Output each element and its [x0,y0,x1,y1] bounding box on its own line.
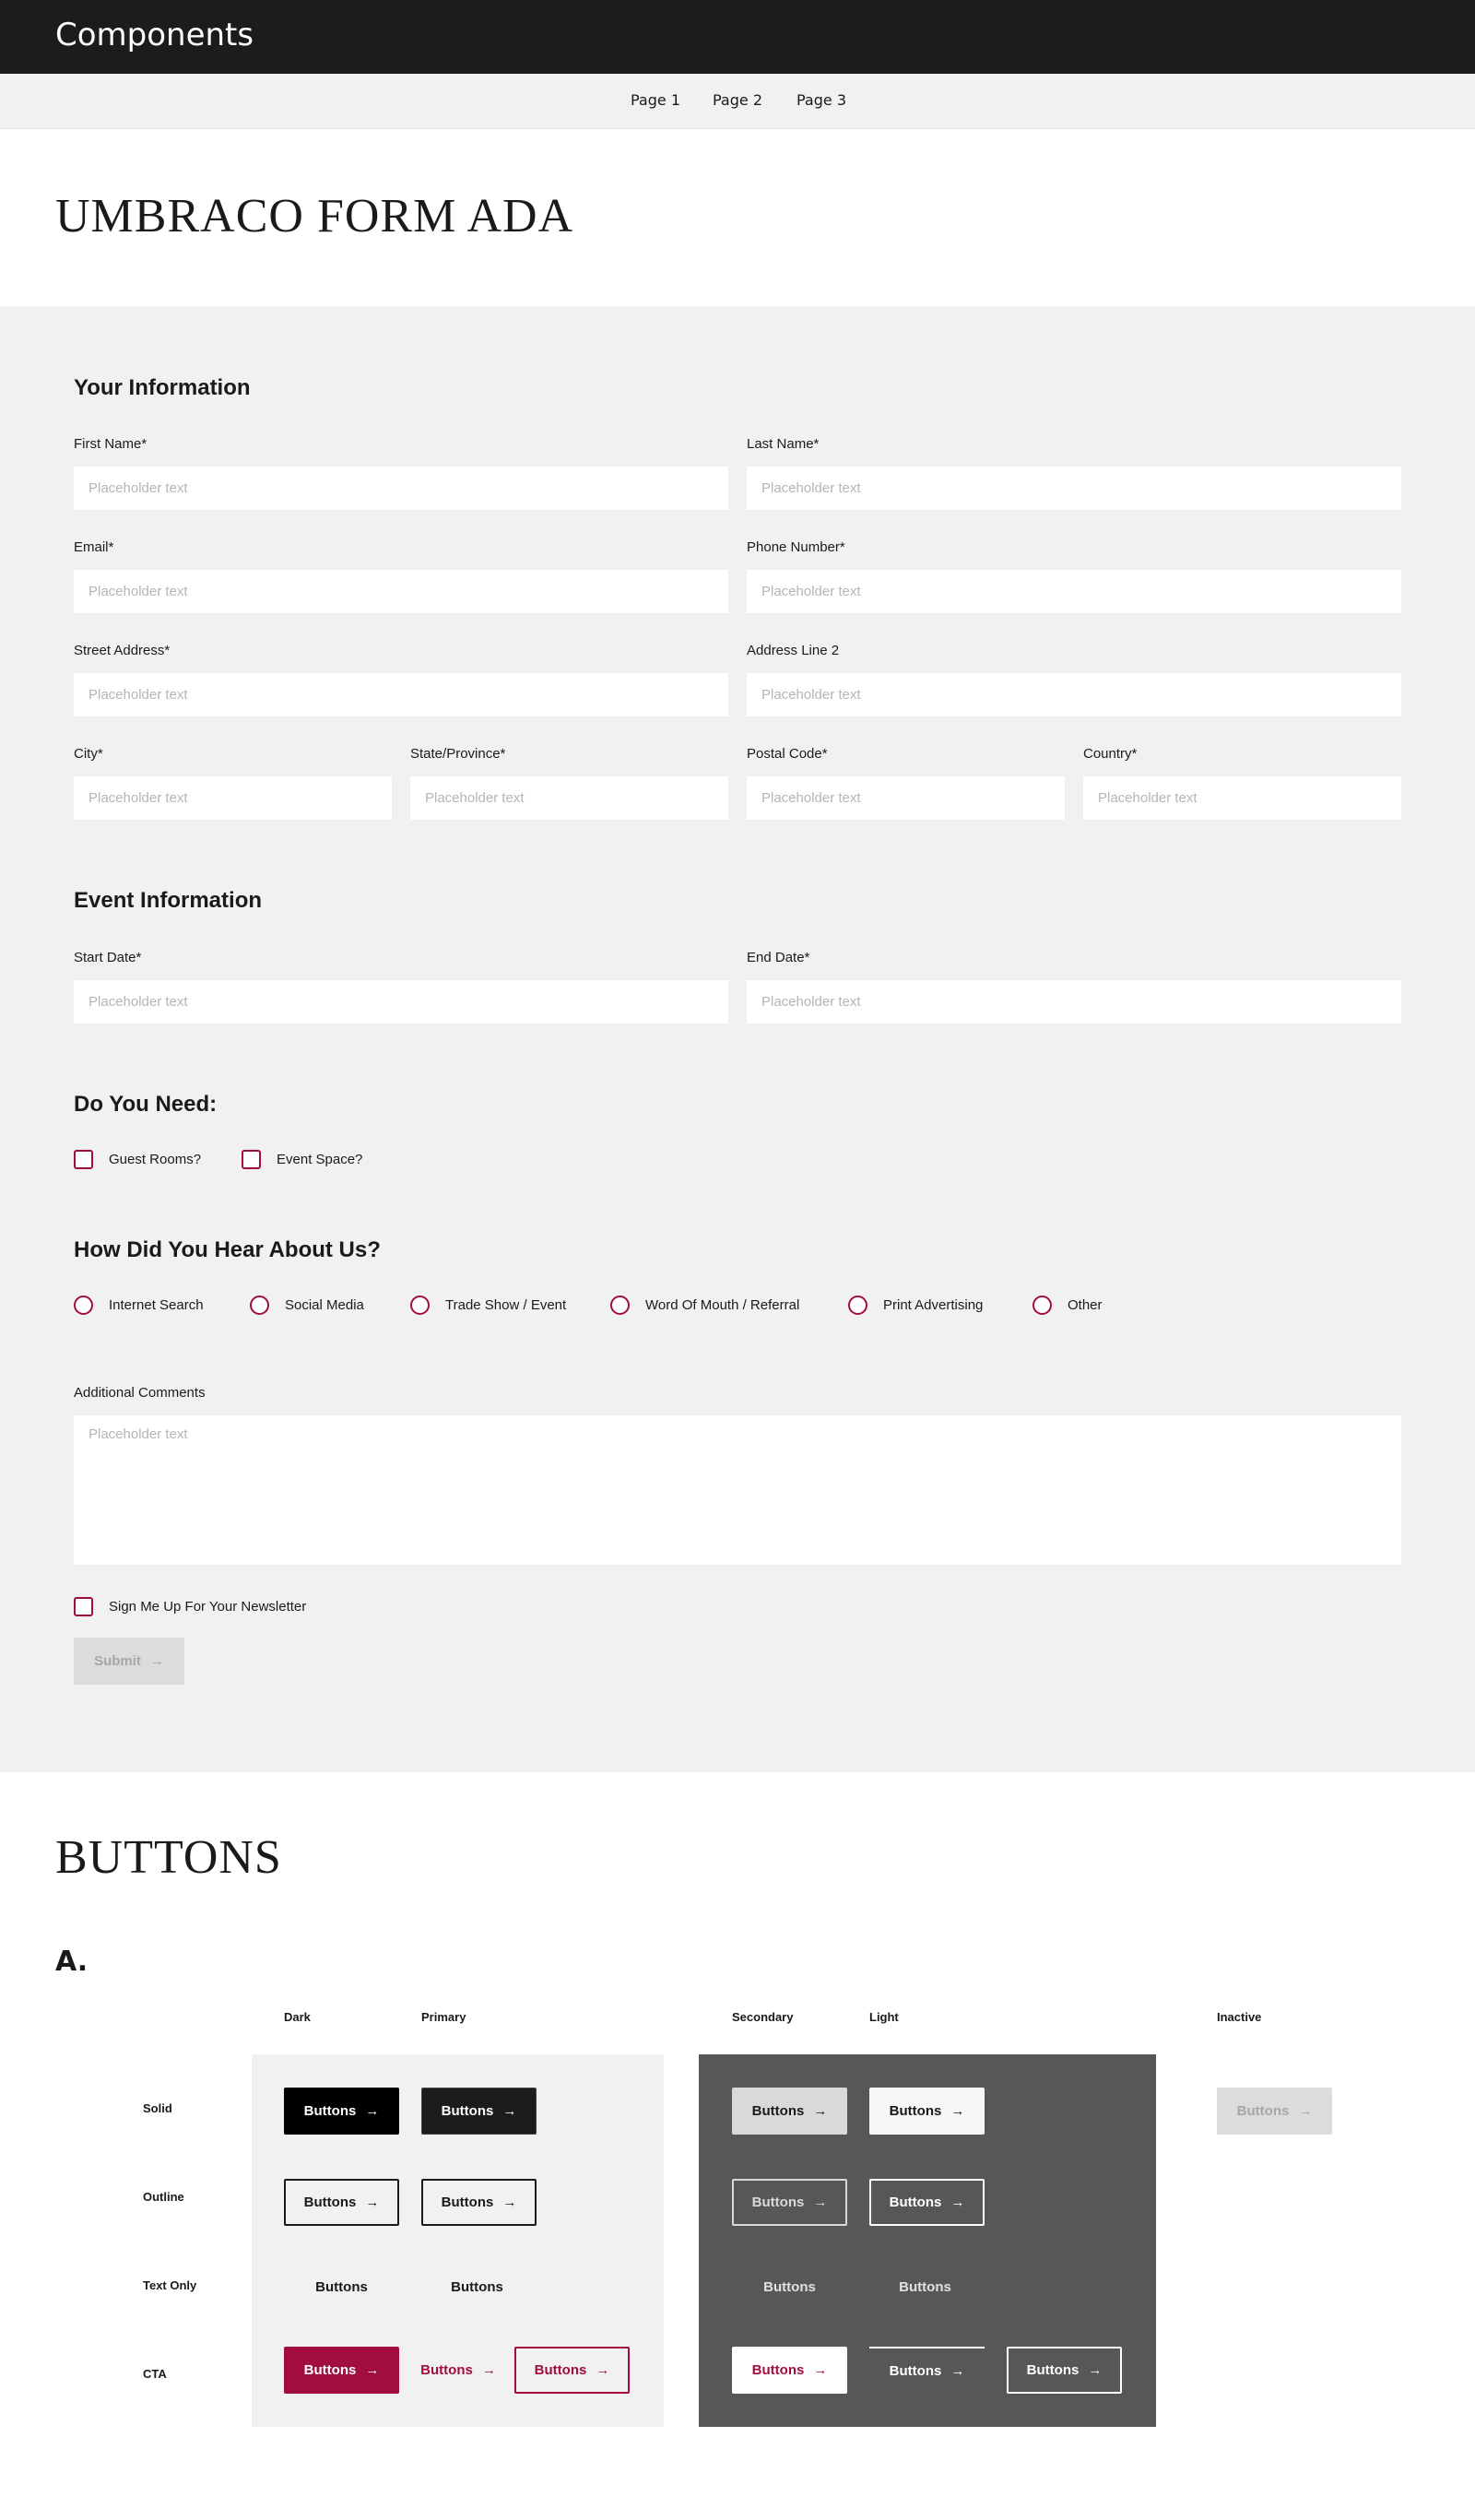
button-label: Buttons [751,2103,805,2119]
solid-secondary-button[interactable] [732,2088,847,2135]
country-field[interactable] [1083,776,1401,820]
end-date-field[interactable] [747,980,1401,1023]
brand-title[interactable]: Components [55,17,254,53]
state-field[interactable] [410,776,728,820]
solid-dark-button[interactable] [284,2088,399,2135]
button-label: Buttons [1236,2103,1290,2119]
radio-circle[interactable] [250,1295,269,1315]
city-field[interactable] [74,776,392,820]
arrow-right-icon: → [365,2103,380,2119]
text-dark-button[interactable] [284,2264,399,2311]
email-field[interactable] [74,570,728,613]
event-information-heading: Event Information [74,888,263,913]
radio-circle[interactable] [848,1295,867,1315]
postal-code-label: Postal Code* [747,746,828,762]
subsection-label: A. [55,1946,88,1978]
button-label: Buttons [303,2362,357,2378]
checkbox-box[interactable] [74,1150,93,1169]
row-head-solid: Solid [143,2101,172,2115]
newsletter-checkbox[interactable] [74,1595,306,1617]
how-did-you-hear-heading: How Did You Hear About Us? [74,1237,381,1262]
address-line-2-field[interactable] [747,673,1401,716]
end-date-label: End Date* [747,950,810,965]
radio-label: Social Media [285,1296,364,1313]
radio-circle[interactable] [74,1295,93,1315]
radio-circle[interactable] [410,1295,430,1315]
first-name-label: First Name* [74,436,148,452]
top-bar [0,0,1475,74]
arrow-right-icon: → [365,2362,380,2378]
radio-word-of-mouth[interactable] [610,1294,799,1316]
solid-inactive-button [1217,2088,1332,2135]
postal-code-field[interactable] [747,776,1065,820]
column-head-secondary: Secondary [732,2010,794,2024]
text-primary-button[interactable] [419,2264,535,2311]
solid-primary-button[interactable] [421,2088,537,2135]
radio-circle[interactable] [1032,1295,1052,1315]
button-label: Buttons [534,2362,587,2378]
checkbox-label: Event Space? [277,1151,363,1167]
solid-light-button[interactable] [869,2088,985,2135]
radio-label: Word Of Mouth / Referral [645,1296,800,1313]
additional-comments-field[interactable] [74,1415,1401,1565]
arrow-right-icon: → [813,2195,828,2210]
cta-secondary-button[interactable] [732,2347,847,2394]
arrow-right-icon: → [950,2195,965,2210]
radio-label: Other [1068,1296,1103,1313]
column-head-dark: Dark [284,2010,311,2024]
street-address-label: Street Address* [74,643,171,658]
address-line-2-label: Address Line 2 [747,643,840,658]
phone-field[interactable] [747,570,1401,613]
column-head-primary: Primary [421,2010,466,2024]
page-title: UMBRACO FORM ADA [55,190,574,243]
outline-dark-button[interactable] [284,2179,399,2226]
button-label: Buttons [441,2195,494,2210]
outline-light-button[interactable] [869,2179,985,2226]
checkbox-label: Guest Rooms? [109,1151,202,1167]
last-name-label: Last Name* [747,436,820,452]
checkbox-box[interactable] [242,1150,261,1169]
radio-internet-search[interactable] [74,1294,204,1316]
buttons-title: BUTTONS [55,1831,282,1884]
button-label: Buttons [303,2195,357,2210]
outline-secondary-button[interactable] [732,2179,847,2226]
cta-dark-button[interactable] [284,2347,399,2394]
text-light-button[interactable] [867,2264,983,2311]
nav-link-page-2[interactable]: Page 2 [713,91,762,109]
radio-label: Print Advertising [883,1296,984,1313]
text-secondary-button[interactable] [732,2264,847,2311]
phone-label: Phone Number* [747,539,845,555]
button-label: Buttons [441,2103,494,2119]
arrow-right-icon: → [481,2362,496,2378]
cta-text-button[interactable] [412,2347,504,2394]
cta-light-button[interactable] [869,2347,985,2394]
newsletter-label: Sign Me Up For Your Newsletter [109,1598,307,1615]
checkbox-event-space[interactable] [242,1148,362,1170]
street-address-field[interactable] [74,673,728,716]
outline-primary-button[interactable] [421,2179,537,2226]
arrow-right-icon: → [1298,2103,1313,2119]
row-head-outline: Outline [143,2190,184,2204]
arrow-right-icon: → [502,2195,517,2210]
button-label: Buttons [899,2279,951,2295]
button-label: Buttons [889,2103,942,2119]
arrow-right-icon: → [502,2103,517,2119]
start-date-field[interactable] [74,980,728,1023]
cta-outline-button[interactable] [514,2347,630,2394]
button-label: Buttons [303,2103,357,2119]
arrow-right-icon: → [149,1653,164,1669]
radio-label: Trade Show / Event [445,1296,567,1313]
button-label: Buttons [889,2195,942,2210]
button-label: Buttons [751,2362,805,2378]
radio-label: Internet Search [109,1296,204,1313]
nav-link-page-1[interactable]: Page 1 [631,91,680,109]
radio-social-media[interactable] [250,1294,364,1316]
arrow-right-icon: → [950,2363,965,2379]
additional-comments-label: Additional Comments [74,1385,206,1401]
radio-other[interactable] [1032,1294,1103,1316]
checkbox-guest-rooms[interactable] [74,1148,201,1170]
radio-print-advertising[interactable] [848,1294,983,1316]
state-label: State/Province* [410,746,506,762]
row-head-cta: CTA [143,2367,167,2381]
do-you-need-heading: Do You Need: [74,1092,218,1117]
arrow-right-icon: → [813,2362,828,2378]
column-head-light: Light [869,2010,899,2024]
radio-circle[interactable] [610,1295,630,1315]
column-head-inactive: Inactive [1217,2010,1262,2024]
email-label: Email* [74,539,114,555]
arrow-right-icon: → [596,2362,610,2378]
button-label: Buttons [889,2363,942,2379]
start-date-label: Start Date* [74,950,142,965]
submit-button[interactable] [74,1638,184,1685]
row-head-text-only: Text Only [143,2278,197,2292]
first-name-field[interactable] [74,467,728,510]
button-label: Buttons [1026,2362,1080,2378]
your-information-heading: Your Information [74,375,251,400]
last-name-field[interactable] [747,467,1401,510]
submit-label: Submit [94,1653,141,1669]
button-label: Buttons [763,2279,816,2295]
arrow-right-icon: → [1088,2362,1103,2378]
radio-trade-show[interactable] [410,1294,566,1316]
nav-link-page-3[interactable]: Page 3 [796,91,846,109]
country-label: Country* [1083,746,1138,762]
arrow-right-icon: → [813,2103,828,2119]
button-label: Buttons [451,2279,503,2295]
button-label: Buttons [751,2195,805,2210]
arrow-right-icon: → [950,2103,965,2119]
cta-outline-white-button[interactable] [1007,2347,1122,2394]
city-label: City* [74,746,103,762]
button-label: Buttons [315,2279,368,2295]
page-nav [0,74,1475,129]
button-label: Buttons [420,2362,473,2378]
checkbox-box[interactable] [74,1597,93,1616]
arrow-right-icon: → [365,2195,380,2210]
